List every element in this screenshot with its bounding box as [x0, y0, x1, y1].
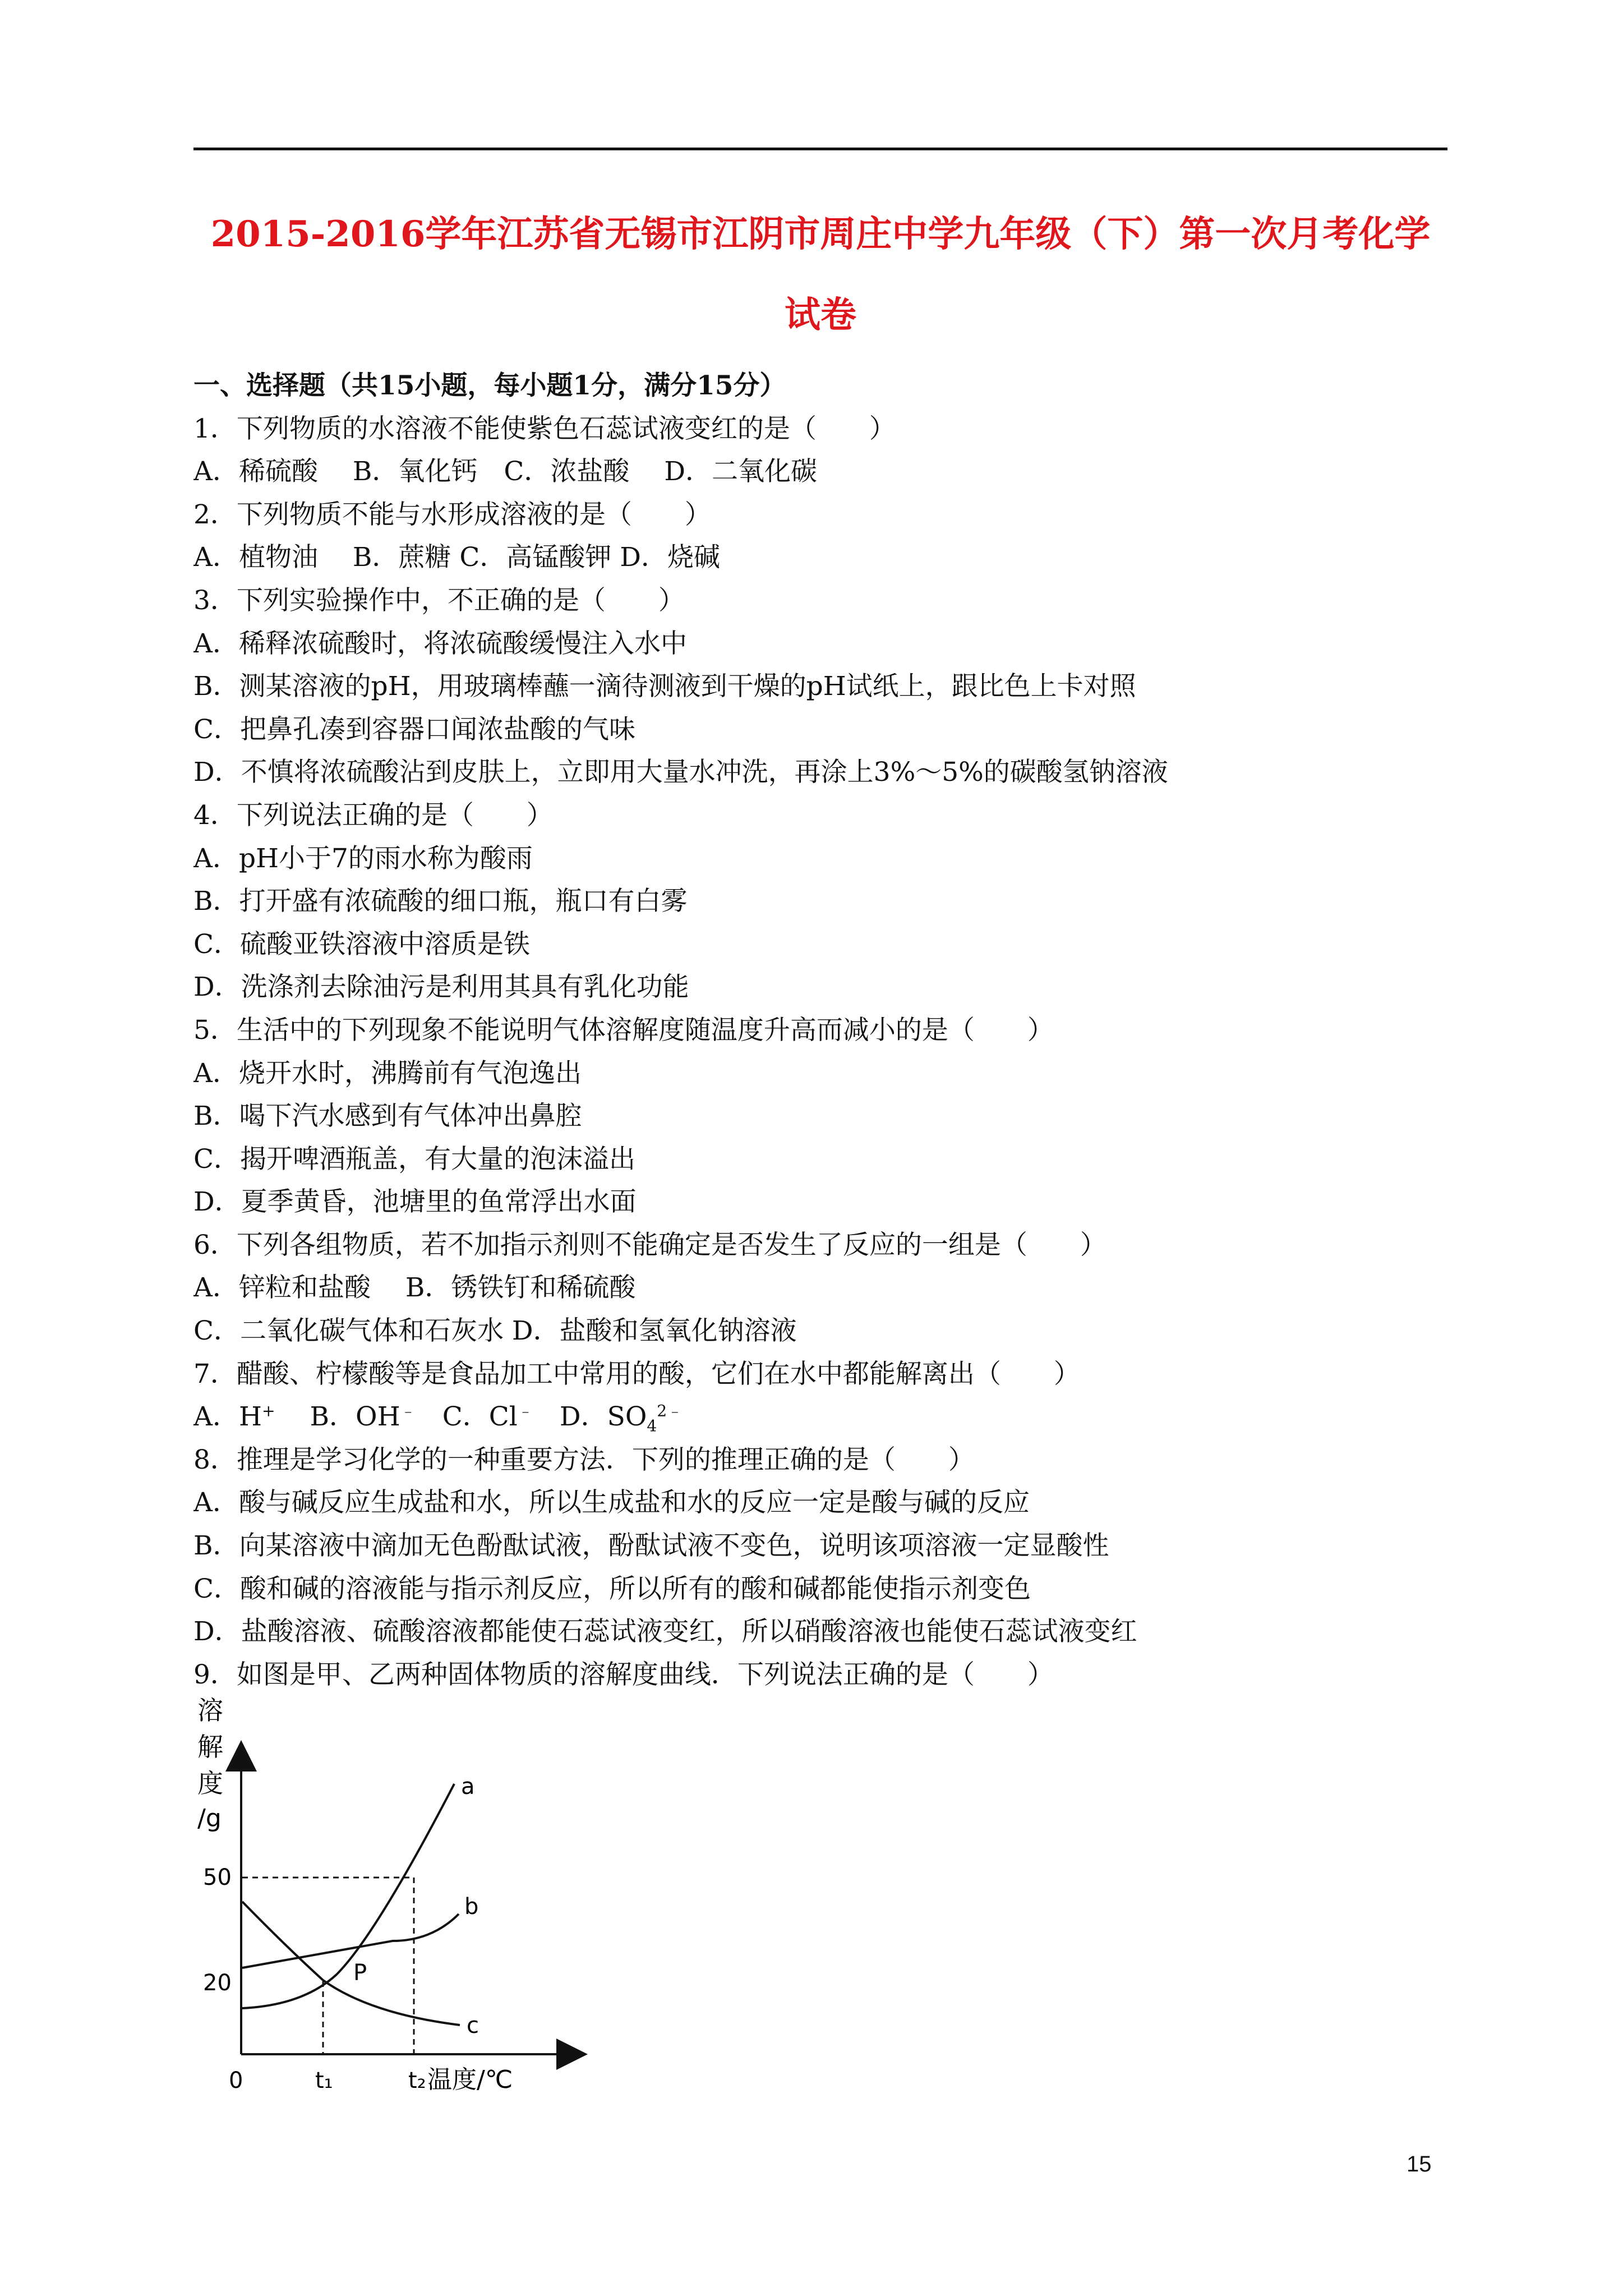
q6-options-cd: C．二氧化碳气体和石灰水 D．盐酸和氢氧化钠溶液	[193, 1315, 797, 1347]
q9: 9．如图是甲、乙两种固体物质的溶解度曲线．下列说法正确的是（ ）	[193, 1659, 1054, 1690]
q5-option-d: D．夏季黄昏，池塘里的鱼常浮出水面	[193, 1186, 637, 1218]
y-axis-label-4: /g	[197, 1804, 222, 1833]
q6: 6．下列各组物质，若不加指示剂则不能确定是否发生了反应的一组是（ ）	[193, 1229, 1106, 1260]
title-line-1: 2015-2016学年江苏省无锡市江阴市周庄中学九年级（下）第一次月考化学	[210, 213, 1431, 255]
q7-option-d-charge: 2﹣	[657, 1401, 683, 1420]
y-tick-50: 50	[203, 1865, 232, 1890]
q7-option-b-charge: ﹣	[400, 1401, 416, 1420]
q5-option-c: C．揭开啤酒瓶盖，有大量的泡沫溢出	[193, 1143, 635, 1175]
q7-option-a: A．H	[193, 1401, 262, 1433]
q3-option-b: B．测某溶液的pH，用玻璃棒蘸一滴待测液到干燥的pH试纸上，跟比色上卡对照	[193, 671, 1136, 702]
q7: 7．醋酸、柠檬酸等是食品加工中常用的酸，它们在水中都能解离出（ ）	[193, 1358, 1080, 1389]
q7-option-a-charge: +	[261, 1401, 275, 1420]
y-tick-20: 20	[203, 1970, 232, 1996]
q3-option-a: A．稀释浓硫酸时，将浓硫酸缓慢注入水中	[193, 628, 687, 659]
section-heading: 一、选择题（共15小题，每小题1分，满分15分）	[193, 370, 786, 401]
q4-option-d: D．洗涤剂去除油污是利用其具有乳化功能	[193, 972, 689, 1003]
q2-options: A．植物油 B．蔗糖 C．高锰酸钾 D．烧碱	[193, 542, 720, 573]
q5: 5．生活中的下列现象不能说明气体溶解度随温度升高而减小的是（ ）	[193, 1014, 1054, 1046]
header-rule	[193, 148, 1447, 150]
page-number: 15	[1407, 2152, 1432, 2177]
curve-a-label: a	[461, 1774, 475, 1800]
q8-option-d: D．盐酸溶液、硫酸溶液都能使石蕊试液变红，所以硝酸溶液也能使石蕊试液变红	[193, 1616, 1137, 1648]
q7-option-d: D．SO	[533, 1401, 647, 1433]
curve-c-label: c	[467, 2013, 479, 2039]
q5-option-a: A．烧开水时，沸腾前有气泡逸出	[193, 1057, 582, 1089]
q7-option-d-subscript: 4	[647, 1416, 657, 1435]
point-p-label: P	[353, 1960, 367, 1986]
q1-options: A．稀硫酸 B．氧化钙 C．浓盐酸 D．二氧化碳	[193, 456, 818, 487]
q4-option-b: B．打开盛有浓硫酸的细口瓶，瓶口有白雾	[193, 886, 688, 917]
q2: 2．下列物质不能与水形成溶液的是（ ）	[193, 499, 711, 530]
question-list	[193, 365, 1447, 1696]
q3-option-d: D．不慎将浓硫酸沾到皮肤上，立即用大量水冲洗，再涂上3%～5%的碳酸氢钠溶液	[193, 757, 1168, 788]
q3: 3．下列实验操作中，不正确的是（ ）	[193, 585, 685, 616]
q8: 8．推理是学习化学的一种重要方法．下列的推理正确的是（ ）	[193, 1444, 975, 1475]
title-line-2: 试卷	[785, 294, 856, 336]
q7-option-c-charge: ﹣	[517, 1401, 533, 1420]
origin-label: 0	[229, 2068, 243, 2093]
q6-options-ab: A．锌粒和盐酸 B．锈铁钉和稀硫酸	[193, 1272, 636, 1304]
y-axis-label-2: 解	[197, 1732, 223, 1762]
q8-option-c: C．酸和碱的溶液能与指示剂反应，所以所有的酸和碱都能使指示剂变色	[193, 1573, 1031, 1604]
y-axis-label-3: 度	[197, 1768, 223, 1798]
q4: 4．下列说法正确的是（ ）	[193, 799, 553, 831]
q4-option-a: A．pH小于7的雨水称为酸雨	[193, 843, 533, 874]
q7-option-c: C．Cl	[416, 1401, 518, 1433]
curve-a	[242, 1784, 454, 2008]
q5-option-b: B．喝下汽水感到有气体冲出鼻腔	[193, 1101, 582, 1132]
curve-b-label: b	[464, 1894, 479, 1920]
y-axis-label-1: 溶	[197, 1695, 223, 1726]
q3-option-c: C．把鼻孔凑到容器口闻浓盐酸的气味	[193, 714, 635, 745]
x-axis-label: 温度/℃	[427, 2065, 513, 2094]
x-tick-t2: t₂	[408, 2068, 426, 2093]
solubility-curve-figure	[191, 1694, 594, 2098]
q4-option-c: C．硫酸亚铁溶液中溶质是铁	[193, 928, 530, 960]
q1: 1．下列物质的水溶液不能使紫色石蕊试液变红的是（ ）	[193, 413, 896, 444]
x-tick-t1: t₁	[315, 2068, 333, 2093]
q7-option-b: B．OH	[275, 1401, 400, 1433]
q8-option-a: A．酸与碱反应生成盐和水，所以生成盐和水的反应一定是酸与碱的反应	[193, 1487, 1030, 1519]
q7-options	[193, 1396, 1447, 1439]
q8-option-b: B．向某溶液中滴加无色酚酞试液，酚酞试液不变色，说明该项溶液一定显酸性	[193, 1530, 1109, 1562]
curve-c	[242, 1902, 460, 2025]
